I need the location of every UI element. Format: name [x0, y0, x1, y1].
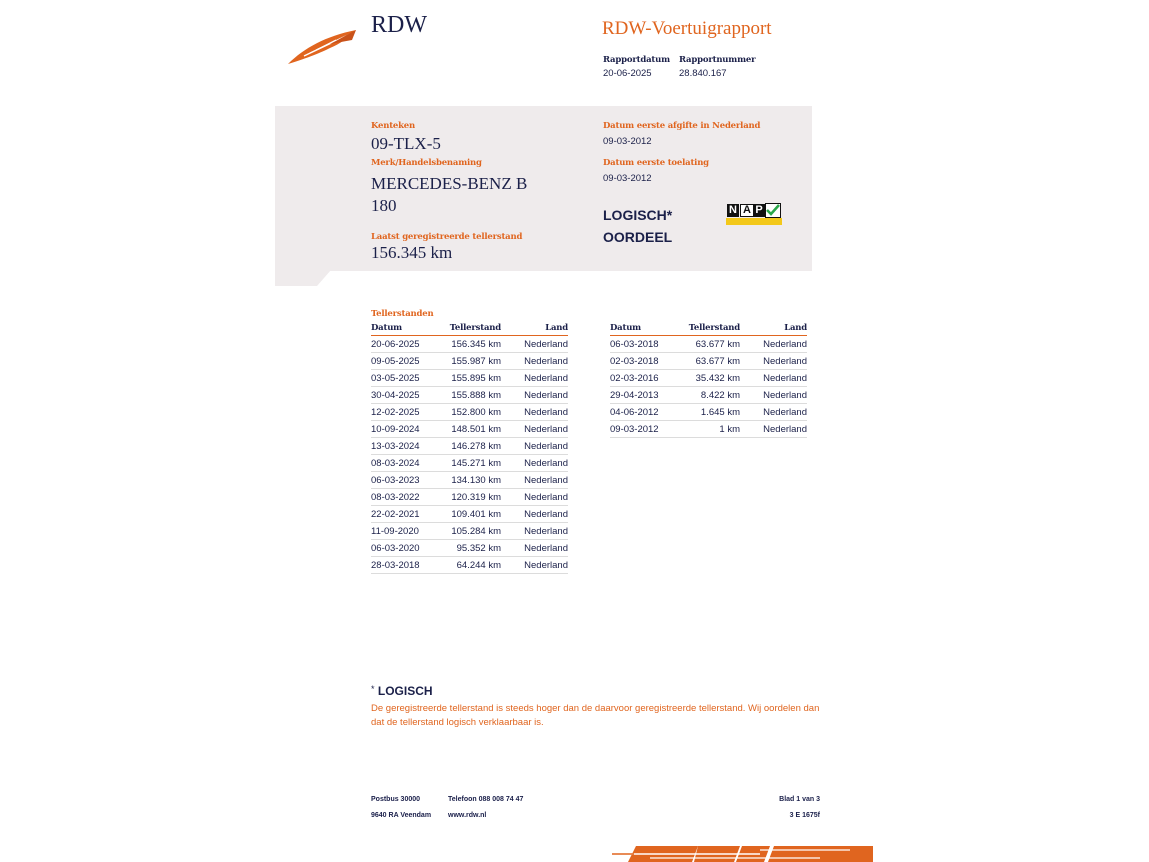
table-row [371, 336, 568, 353]
report-number-label: Rapportnummer [679, 55, 756, 65]
footer-page: Blad 1 van 3 [779, 796, 820, 803]
cell-date: 29-04-2013 [610, 387, 678, 404]
cell-date: 09-05-2025 [371, 353, 439, 370]
table-row [371, 404, 568, 421]
cell-odometer: 145.271 km [439, 455, 501, 472]
footer-stripes-decoration [610, 842, 873, 862]
cell-country: Nederland [501, 506, 568, 523]
cell-odometer: 1 km [678, 421, 740, 438]
table-row [371, 540, 568, 557]
plate-value: 09-TLX-5 [371, 134, 441, 153]
plate-label: Kenteken [371, 121, 416, 131]
col-header-date: Datum [371, 322, 439, 336]
first-admission-value: 09-03-2012 [603, 173, 652, 184]
footnote-marker: * [371, 684, 375, 694]
cell-date: 08-03-2022 [371, 489, 439, 506]
col-header-odometer: Tellerstand [678, 322, 740, 336]
table-row [371, 472, 568, 489]
cell-odometer: 8.422 km [678, 387, 740, 404]
cell-date: 22-02-2021 [371, 506, 439, 523]
cell-country: Nederland [740, 421, 807, 438]
cell-date: 04-06-2012 [610, 404, 678, 421]
cell-date: 30-04-2025 [371, 387, 439, 404]
footer-postbus: Postbus 30000 [371, 796, 421, 803]
table-row [371, 557, 568, 574]
cell-date: 06-03-2023 [371, 472, 439, 489]
first-issue-nl-label: Datum eerste afgifte in Nederland [603, 121, 761, 131]
table-row [371, 387, 568, 404]
cell-country: Nederland [501, 387, 568, 404]
footnote-line1: De geregistreerde tellerstand is steeds hoger dan de daarvoor geregistreerde tellerstand. Wij oordelen dan [371, 703, 820, 714]
cell-odometer: 35.432 km [678, 370, 740, 387]
table-header-row [610, 322, 807, 336]
table-row [610, 404, 807, 421]
table-row [371, 353, 568, 370]
table-row [371, 489, 568, 506]
cell-country: Nederland [740, 387, 807, 404]
cell-odometer: 148.501 km [439, 421, 501, 438]
cell-date: 10-09-2024 [371, 421, 439, 438]
cell-country: Nederland [501, 540, 568, 557]
cell-odometer: 134.130 km [439, 472, 501, 489]
cell-odometer: 155.888 km [439, 387, 501, 404]
table-row [371, 421, 568, 438]
footer-website[interactable]: www.rdw.nl [448, 812, 487, 819]
report-date: 20-06-2025 [603, 68, 652, 79]
cell-odometer: 155.987 km [439, 353, 501, 370]
brand-name: RDW [371, 12, 427, 38]
cell-date: 08-03-2024 [371, 455, 439, 472]
cell-date: 02-03-2016 [610, 370, 678, 387]
cell-date: 28-03-2018 [371, 557, 439, 574]
cell-odometer: 63.677 km [678, 353, 740, 370]
readings-table-right [610, 322, 807, 438]
cell-date: 12-02-2025 [371, 404, 439, 421]
table-row [371, 438, 568, 455]
readings-title: Tellerstanden [371, 309, 434, 319]
odometer-value: 156.345 km [371, 243, 453, 262]
footer-code: 3 E 1675f [789, 812, 820, 819]
table-row [371, 523, 568, 540]
cell-country: Nederland [501, 370, 568, 387]
table-row [610, 370, 807, 387]
col-header-country: Land [740, 322, 807, 336]
report-title: RDW-Voertuigrapport [602, 18, 772, 39]
make-label: Merk/Handelsbenaming [371, 158, 482, 168]
make-value-line2: 180 [371, 196, 397, 215]
cell-odometer: 109.401 km [439, 506, 501, 523]
cell-country: Nederland [740, 336, 807, 353]
cell-country: Nederland [501, 523, 568, 540]
cell-odometer: 120.319 km [439, 489, 501, 506]
nap-letter-p: P [753, 204, 765, 217]
cell-odometer: 64.244 km [439, 557, 501, 574]
cell-country: Nederland [501, 489, 568, 506]
footer-phone: Telefoon 088 008 74 47 [448, 796, 524, 803]
cell-odometer: 1.645 km [678, 404, 740, 421]
col-header-odometer: Tellerstand [439, 322, 501, 336]
cell-date: 02-03-2018 [610, 353, 678, 370]
rdw-logo-icon [286, 26, 360, 66]
cell-odometer: 155.895 km [439, 370, 501, 387]
verdict-line1: LOGISCH* [603, 207, 673, 223]
footnote-title [371, 684, 433, 698]
check-icon [765, 203, 781, 218]
col-header-country: Land [501, 322, 568, 336]
col-header-date: Datum [610, 322, 678, 336]
table-header-row [371, 322, 568, 336]
cell-date: 06-03-2020 [371, 540, 439, 557]
table-row [371, 455, 568, 472]
table-row [610, 353, 807, 370]
report-date-label: Rapportdatum [603, 55, 670, 65]
cell-country: Nederland [501, 421, 568, 438]
cell-odometer: 63.677 km [678, 336, 740, 353]
report-number: 28.840.167 [679, 68, 727, 79]
cell-date: 09-03-2012 [610, 421, 678, 438]
table-row [371, 506, 568, 523]
cell-date: 03-05-2025 [371, 370, 439, 387]
cell-country: Nederland [501, 404, 568, 421]
footer-postcode: 9640 RA Veendam [371, 812, 432, 819]
nap-underbar [726, 218, 782, 225]
cell-date: 06-03-2018 [610, 336, 678, 353]
make-value-line1: MERCEDES-BENZ B [371, 174, 528, 193]
cell-odometer: 95.352 km [439, 540, 501, 557]
nap-letter-a: A [740, 204, 754, 217]
cell-odometer: 156.345 km [439, 336, 501, 353]
nap-letter-n: N [727, 204, 739, 217]
first-admission-label: Datum eerste toelating [603, 158, 709, 168]
readings-table-left [371, 322, 568, 574]
table-row [371, 370, 568, 387]
footnote-line2: dat de tellerstand logisch verklaarbaar is. [371, 717, 544, 728]
cell-date: 13-03-2024 [371, 438, 439, 455]
footnote-title-text: LOGISCH [377, 684, 433, 698]
cell-odometer: 105.284 km [439, 523, 501, 540]
cell-country: Nederland [501, 557, 568, 574]
cell-country: Nederland [501, 472, 568, 489]
cell-country: Nederland [501, 455, 568, 472]
cell-date: 20-06-2025 [371, 336, 439, 353]
odometer-label: Laatst geregistreerde tellerstand [371, 232, 523, 242]
first-issue-nl-value: 09-03-2012 [603, 136, 652, 147]
cell-odometer: 152.800 km [439, 404, 501, 421]
cell-odometer: 146.278 km [439, 438, 501, 455]
verdict-line2: OORDEEL [603, 229, 673, 245]
cell-date: 11-09-2020 [371, 523, 439, 540]
cell-country: Nederland [501, 336, 568, 353]
cell-country: Nederland [740, 404, 807, 421]
table-row [610, 387, 807, 404]
cell-country: Nederland [740, 370, 807, 387]
cell-country: Nederland [501, 353, 568, 370]
cell-country: Nederland [740, 353, 807, 370]
cell-country: Nederland [501, 438, 568, 455]
table-row [610, 336, 807, 353]
vehicle-panel-tab [275, 270, 331, 286]
table-row [610, 421, 807, 438]
